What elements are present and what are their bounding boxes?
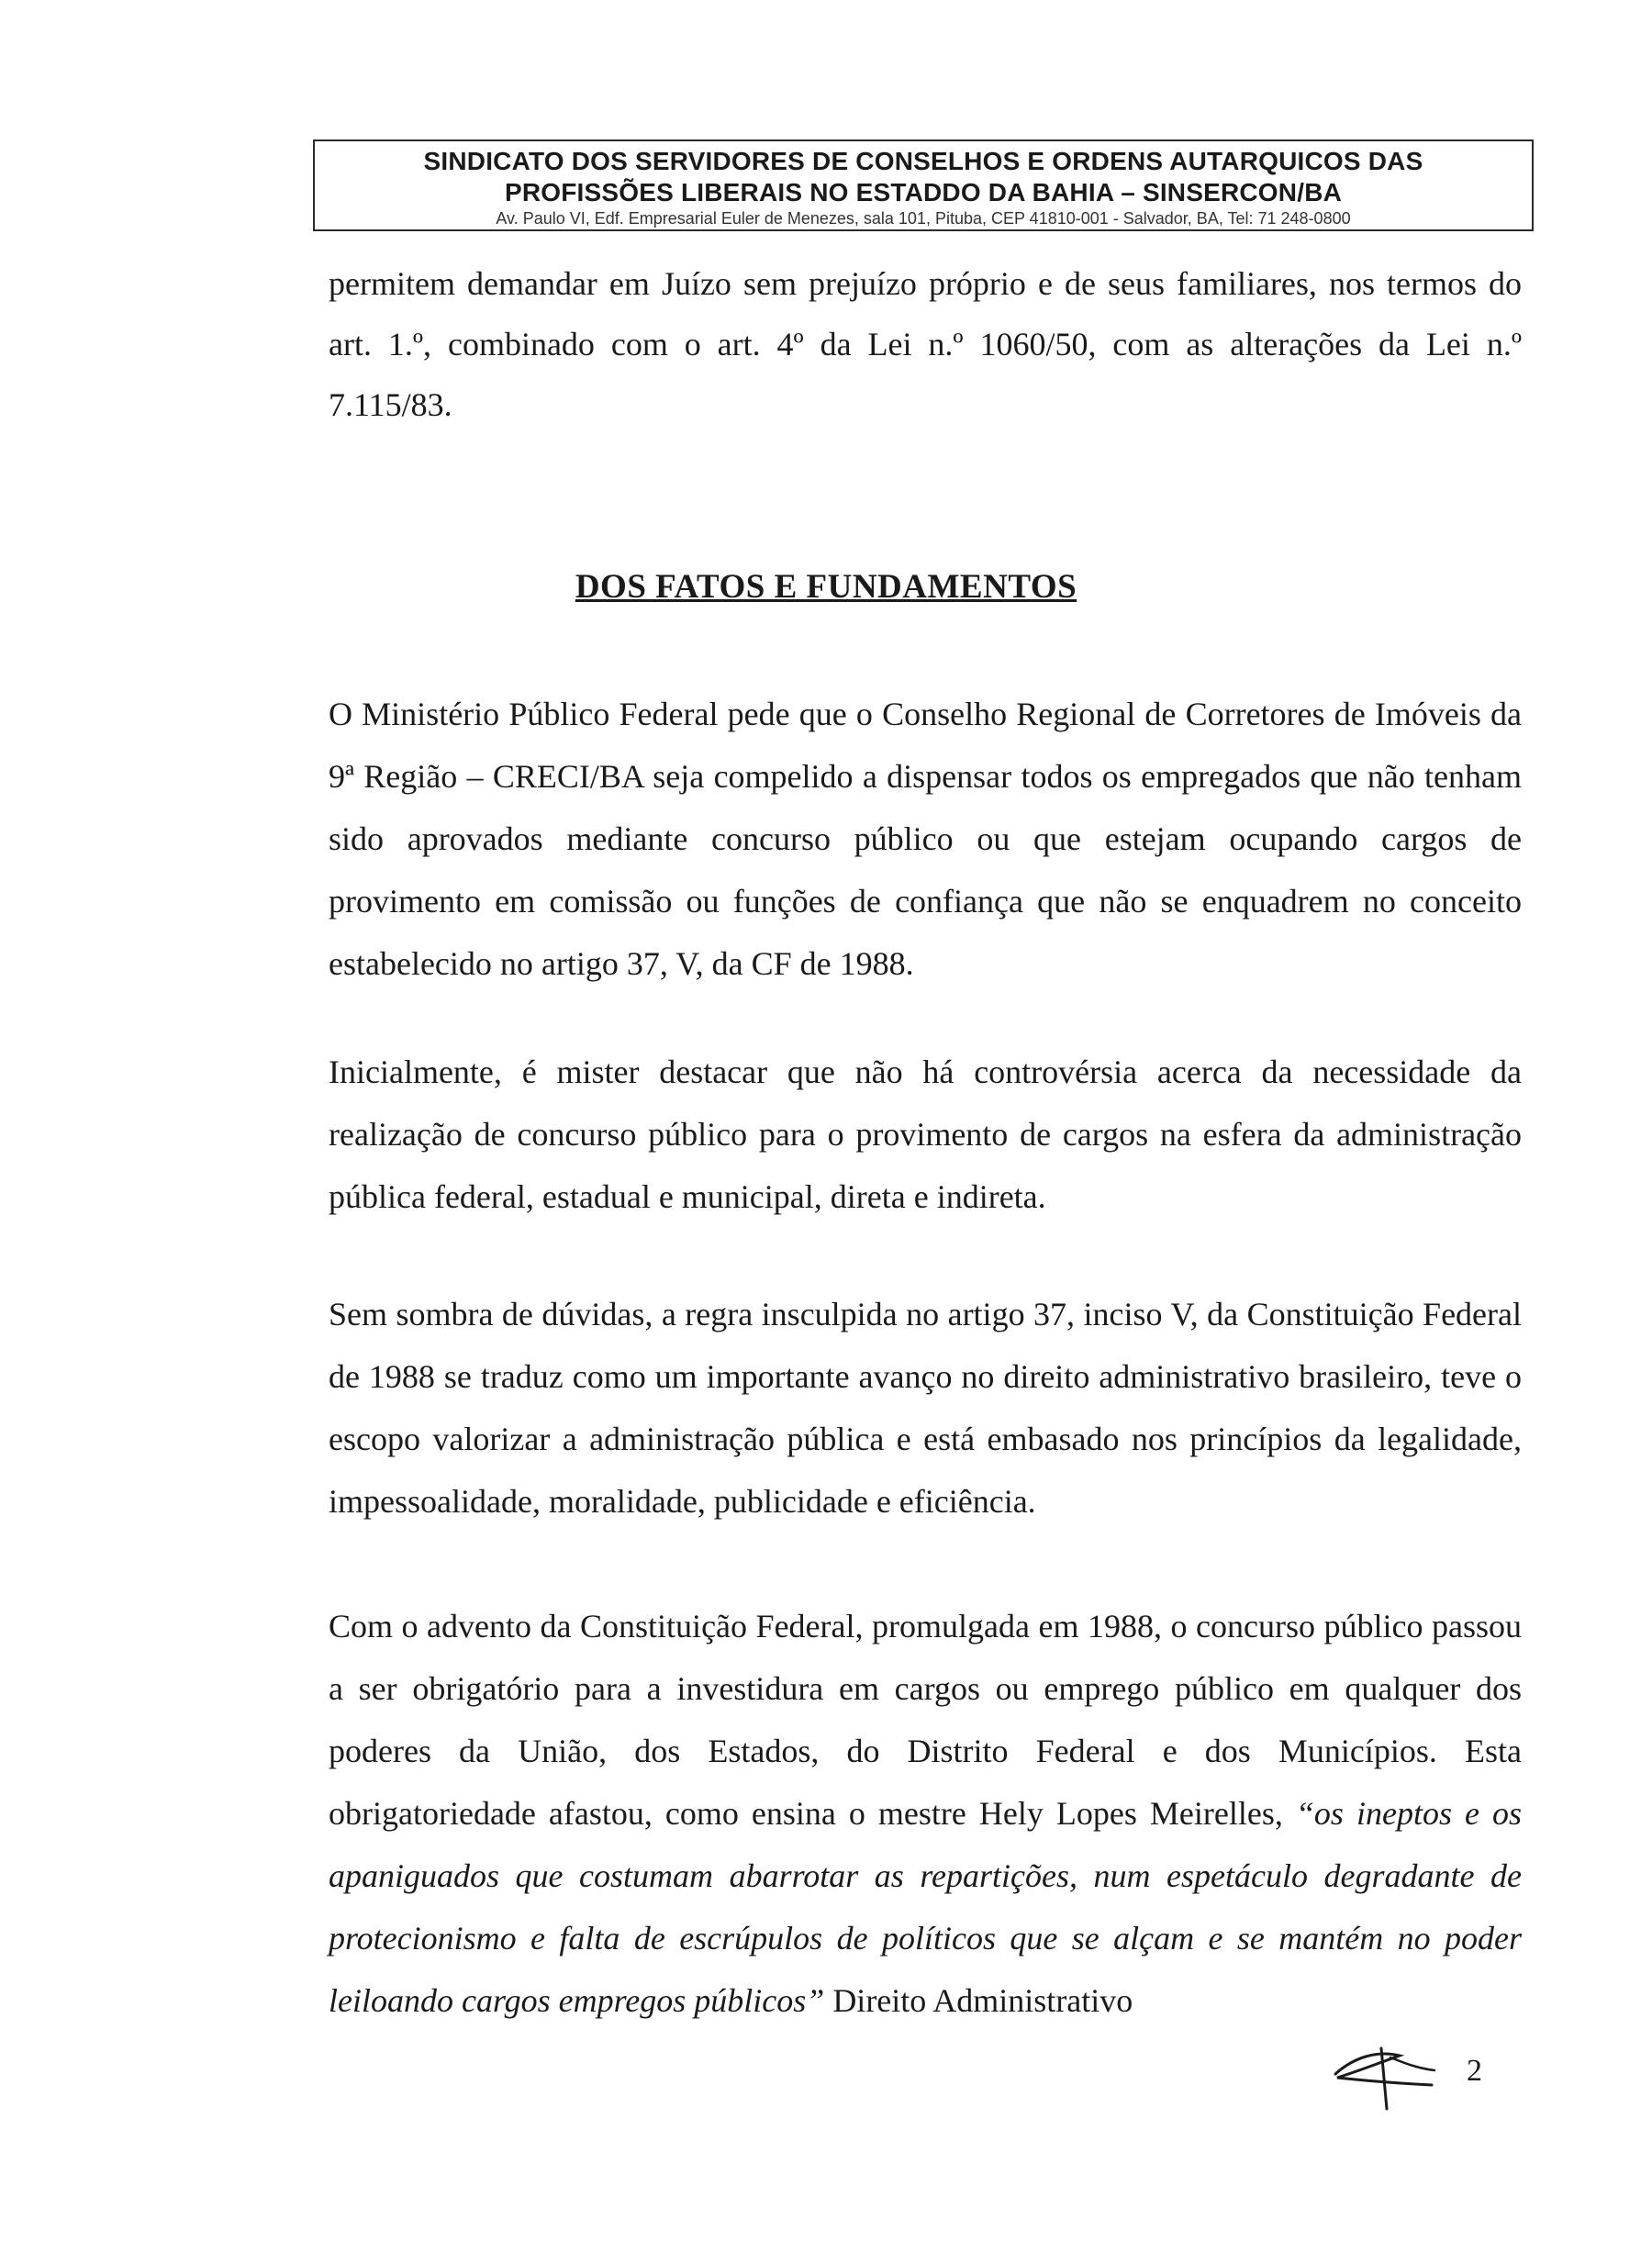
body-paragraph-3: Sem sombra de dúvidas, a regra insculpida no artigo 37, inciso V, da Constituição Federal de 1988 se traduz como um importante avanço no direito administrativo brasileiro, teve o escopo valorizar a administração pública e está embasado nos princípios da legalidade, impessoalidade, moralidade, publicidade e eficiência. bbox=[329, 1296, 1522, 1520]
body-paragraph-2: Inicialmente, é mister destacar que não há controvérsia acerca da necessidade da realização de concurso público para o provimento de cargos na esfera da administração pública federal, estadual e municipal, direta e indireta. bbox=[329, 1054, 1522, 1215]
signature-initials bbox=[1326, 2030, 1441, 2113]
paragraph-4-end: Direito Administrativo bbox=[824, 1982, 1133, 2019]
page-number: 2 bbox=[1467, 2054, 1482, 2088]
body-paragraph-1: O Ministério Público Federal pede que o Conselho Regional de Corretores de Imóveis da 9ª Região – CRECI/BA seja compelido a dispensar todos os empregados que não tenham sido aprovados mediante concurso público ou que estejam ocupando cargos de provimento em comissão ou funções de confiança que não se enquadrem no conceito estabelecido no artigo 37, V, da CF de 1988. bbox=[329, 696, 1522, 982]
intro-paragraph: permitem demandar em Juízo sem prejuízo próprio e de seus familiares, nos termos do art. 1.º, combinado com o art. 4º da Lei n.º 1060/50, com as alterações da Lei n.º 7.115/83. bbox=[329, 265, 1522, 423]
letterhead-title-line-1: SINDICATO DOS SERVIDORES DE CONSELHOS E ORDENS AUTARQUICOS DAS bbox=[423, 147, 1423, 175]
section-heading: DOS FATOS E FUNDAMENTOS bbox=[575, 568, 1077, 606]
letterhead-address: Av. Paulo VI, Edf. Empresarial Euler de Menezes, sala 101, Pituba, CEP 41810-001 - Salvador, BA, Tel: 71 248-0800 bbox=[496, 209, 1351, 228]
body-paragraph-4 bbox=[329, 1595, 1522, 2032]
letterhead-title-line-2: PROFISSÕES LIBERAIS NO ESTADDO DA BAHIA – SINSERCON/BA bbox=[504, 178, 1343, 206]
paragraph-4-text: Com o advento da Constituição Federal, promulgada em 1988, o concurso público passou a ser obrigatório para a investidura em cargos ou emprego público em qualquer dos poderes da União, dos Estados, do Distrito Federal e dos Municípios. Esta obrigatoriedade afastou, como ensina o mestre Hely Lopes Meirelles, bbox=[329, 1608, 1522, 1832]
letterhead bbox=[313, 139, 1534, 231]
meirelles-quote: “os ineptos e os apaniguados que costumam abarrotar as repartições, num espetáculo degradante de protecionismo e falta de escrúpulos de políticos que se alçam e se mantém no poder leiloando cargos empregos públicos” bbox=[329, 1795, 1522, 2019]
